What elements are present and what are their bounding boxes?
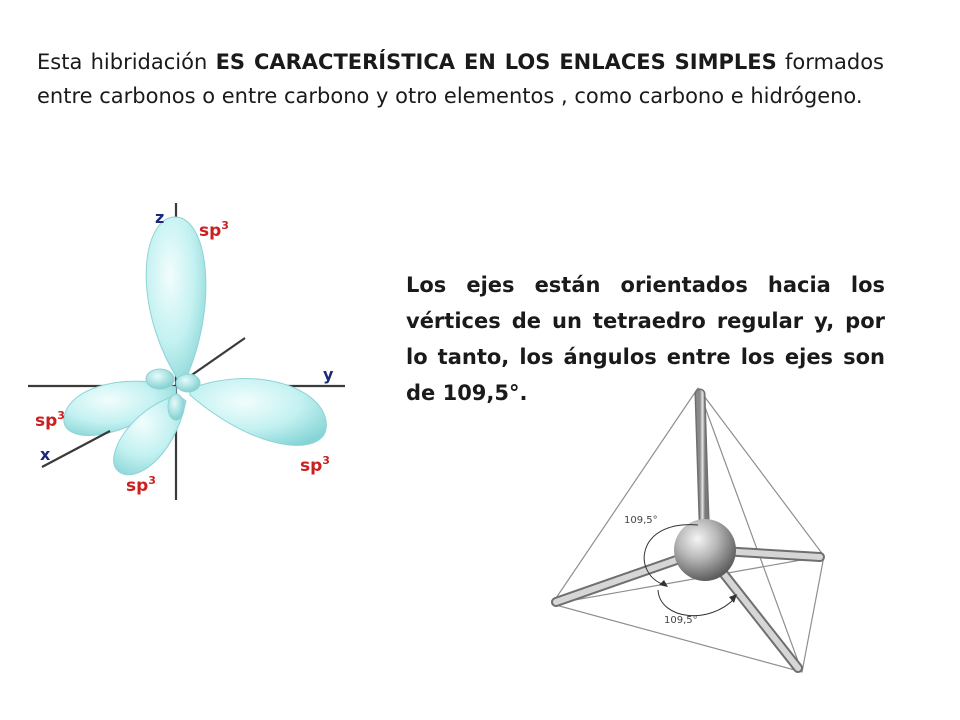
x-axis-lower (42, 431, 110, 467)
axes-description: Los ejes están orientados hacia los vértices de un tetraedro regular y, por lo tanto, los ángulos entre los ejes son de 109,5°. (406, 273, 885, 405)
sp3-orbital-diagram (0, 195, 380, 515)
intro-text-part2: formados entre carbonos o entre carbono y otro elementos , como carbono e hidrógeno. (37, 50, 884, 108)
sp3-label-left: $sp^3$ (35, 409, 65, 431)
angle-arc-bottom (658, 590, 735, 616)
sp3-label-right: $sp^3$ (300, 454, 330, 476)
angle-label-top: 109,5° (624, 515, 658, 526)
x-axis-label: x (40, 445, 51, 464)
angle-label-bottom: 109,5° (664, 615, 698, 626)
orbital-lobe-right (190, 379, 326, 446)
orbital-lobe-top (146, 217, 206, 383)
tetrahedron-diagram (540, 380, 840, 680)
sp3-label-bottom: $sp^3$ (126, 474, 156, 496)
z-axis-label: z (155, 208, 165, 227)
orbital-lobe-small-back (146, 369, 174, 389)
central-atom-sphere (674, 519, 736, 581)
orbital-lobe-small-bottom (168, 394, 184, 420)
orbital-lobe-small-right (176, 374, 200, 392)
intro-bold-text: ES CARACTERÍSTICA EN LOS ENLACES SIMPLES (215, 50, 777, 74)
intro-paragraph (37, 46, 884, 113)
y-axis-label: y (323, 365, 334, 384)
intro-text-part1: Esta hibridación (37, 50, 216, 74)
angle-arc-bottom-arrow (729, 594, 737, 603)
sp3-label-top: $sp^3$ (199, 219, 229, 241)
